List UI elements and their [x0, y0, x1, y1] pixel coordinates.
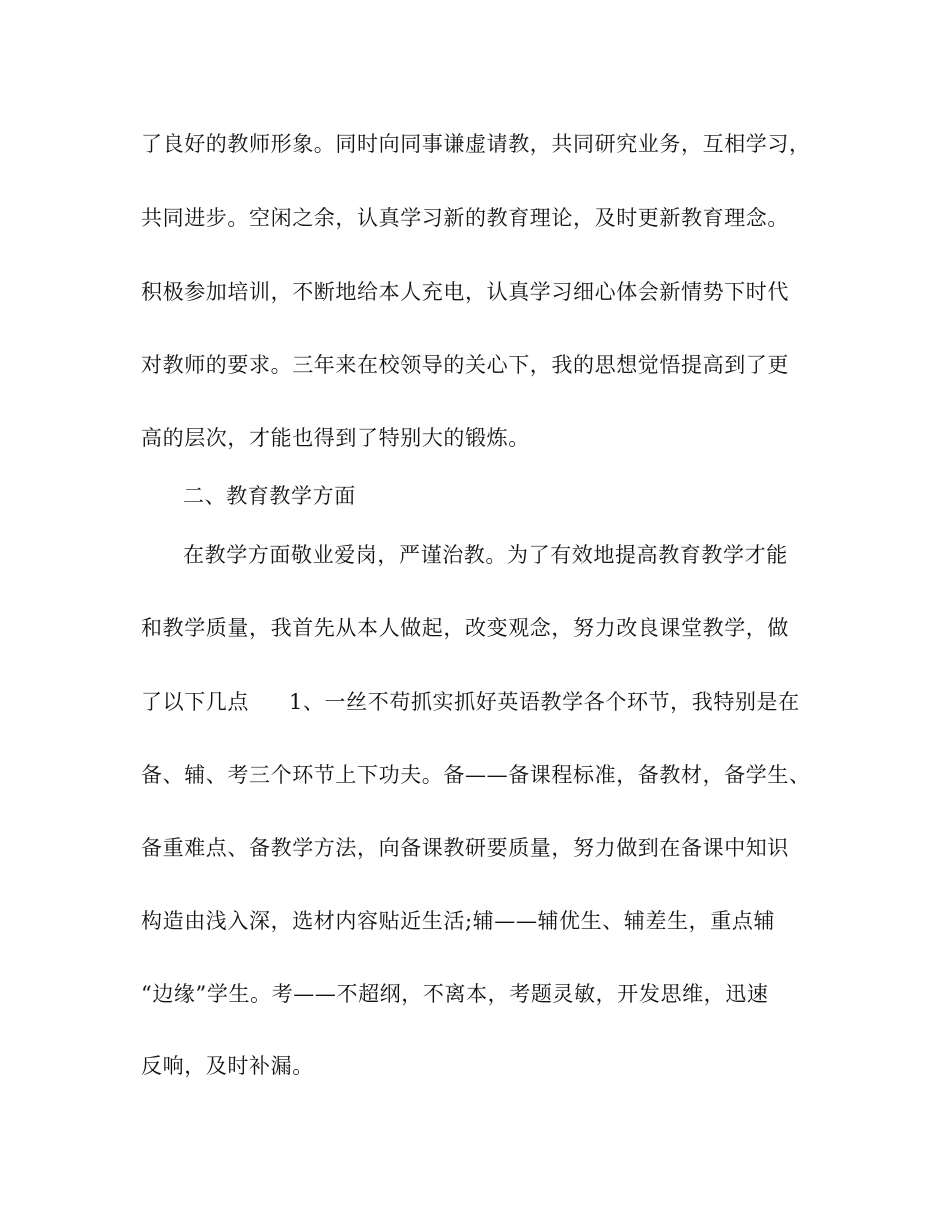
text-line: 构造由浅入深，选材内容贴近生活;辅——辅优生、辅差生，重点辅 — [141, 909, 776, 933]
text-line: 对教师的要求。三年来在校领导的关心下，我的思想觉悟提高到了更 — [141, 353, 789, 377]
text-line — [141, 687, 821, 717]
text-segment: 了以下几点 — [141, 690, 249, 714]
section-heading: 二、教育教学方面 — [183, 484, 356, 508]
text-line: 了良好的教师形象。同时向同事谦虚请教，共同研究业务，互相学习， — [141, 132, 811, 156]
text-line: 备、辅、考三个环节上下功夫。备——备课程标准，备教材，备学生、 — [141, 763, 811, 787]
text-line: 备重难点、备教学方法，向备课教研要质量，努力做到在备课中知识 — [141, 836, 789, 860]
text-segment: 1、一丝不苟抓实抓好英语教学各个环节，我特别是在 — [289, 690, 800, 714]
text-line: 反响，及时补漏。 — [141, 1054, 314, 1078]
text-line: 在教学方面敬业爱岗，严谨治教。为了有效地提高教育教学才能 — [183, 543, 788, 567]
text-line: 和教学质量，我首先从本人做起，改变观念，努力改良课堂教学，做 — [141, 616, 789, 640]
text-line: 积极参加培训，不断地给本人充电，认真学习细心体会新情势下时代 — [141, 280, 789, 304]
text-line: 共同进步。空闲之余，认真学习新的教育理论，及时更新教育理念。 — [141, 206, 789, 230]
text-line: 高的层次，才能也得到了特别大的锻炼。 — [141, 426, 530, 450]
text-line: “边缘”学生。考——不超纲，不离本，考题灵敏，开发思维，迅速 — [141, 982, 769, 1006]
